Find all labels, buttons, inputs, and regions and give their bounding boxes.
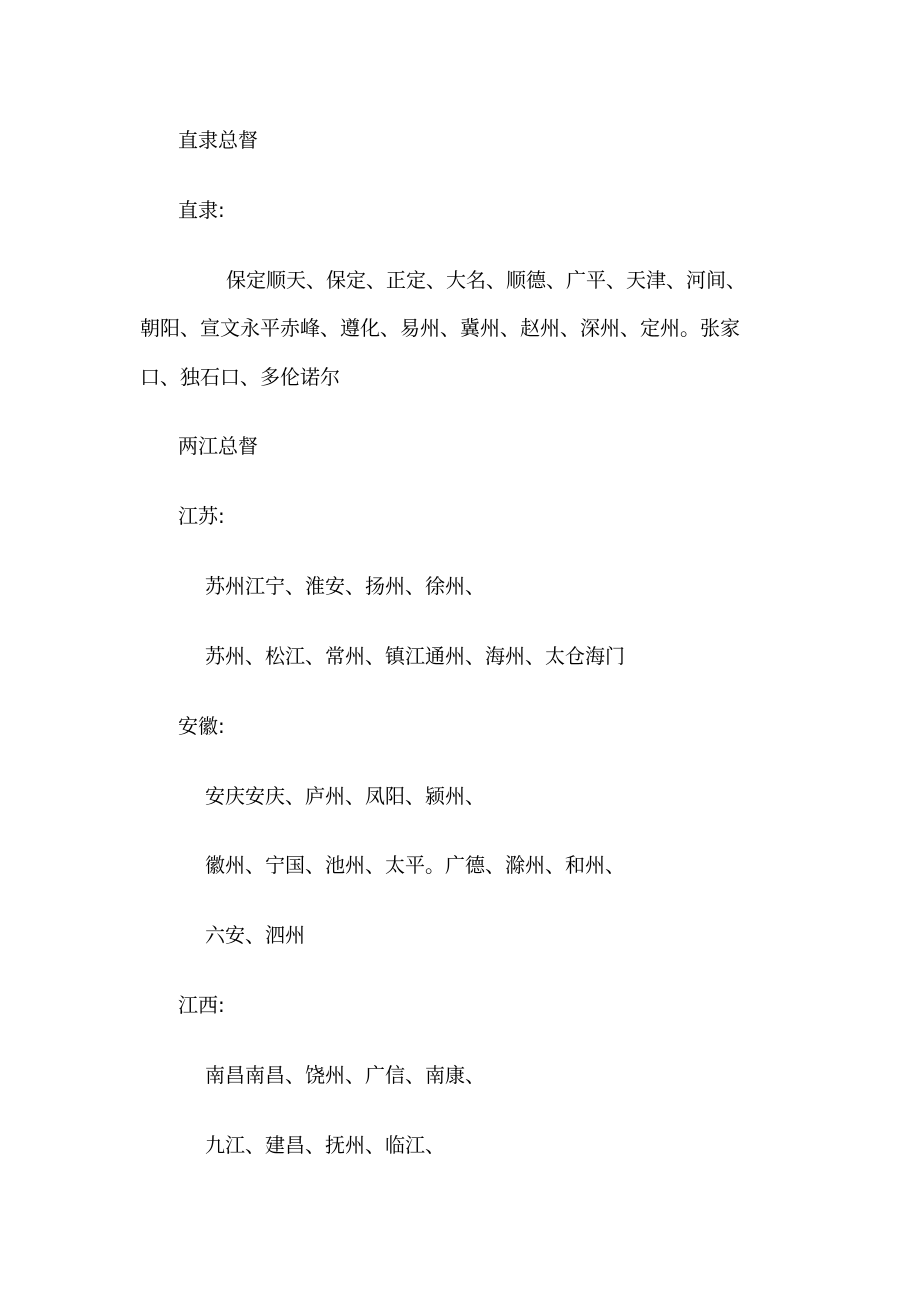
prefecture-list-line: 苏州、松江、常州、镇江通州、海州、太仓海门 xyxy=(205,644,625,668)
province-label-anhui: 安徽: xyxy=(178,714,225,738)
prefecture-list-line: 南昌南昌、饶州、广信、南康、 xyxy=(205,1063,485,1087)
prefecture-list-line: 口、独石口、多伦诺尔 xyxy=(140,365,340,389)
prefecture-list-line: 安庆安庆、庐州、凤阳、颍州、 xyxy=(205,784,485,808)
heading-zhili-governor: 直隶总督 xyxy=(178,128,258,152)
prefecture-list-line: 朝阳、宣文永平赤峰、遵化、易州、冀州、赵州、深州、定州。张家 xyxy=(140,316,740,340)
province-label-zhili: 直隶: xyxy=(178,198,225,222)
prefecture-list-line: 九江、建昌、抚州、临江、 xyxy=(205,1133,445,1157)
prefecture-list-line: 徽州、宁国、池州、太平。广德、滁州、和州、 xyxy=(205,853,625,877)
province-label-jiangxi: 江西: xyxy=(178,993,225,1017)
province-label-jiangsu: 江苏: xyxy=(178,504,225,528)
prefecture-list-line: 六安、泗州 xyxy=(205,923,305,947)
heading-liangjiang-governor: 两江总督 xyxy=(178,434,258,458)
prefecture-list-line: 苏州江宁、淮安、扬州、徐州、 xyxy=(205,574,485,598)
prefecture-list-line: 保定顺天、保定、正定、大名、顺德、广平、天津、河间、 xyxy=(226,268,746,292)
